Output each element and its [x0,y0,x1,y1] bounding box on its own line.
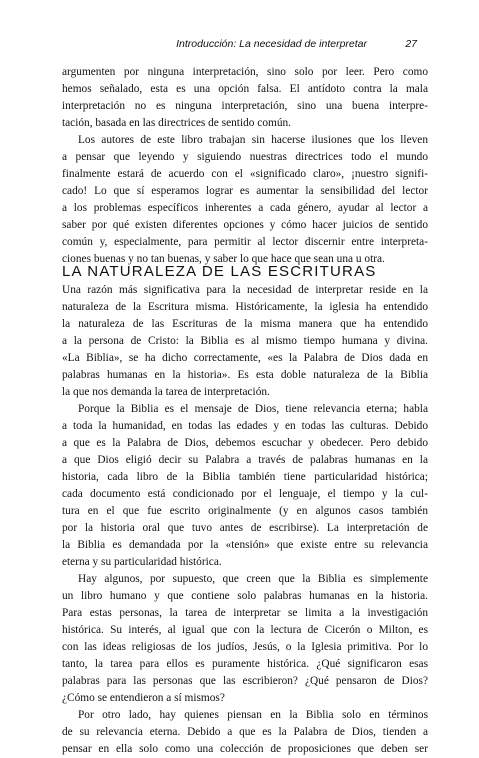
text-line: a pensar que leyendo y siguiendo nuestras directrices todo el mundo [62,151,428,163]
running-header [62,38,417,54]
text-line: eterna y su particularidad histórica. [62,556,222,568]
running-title: Introducción: La necesidad de interpretar [176,38,367,50]
text-line: Los autores de este libro trabajan sin hacerse ilusiones que los lleven [78,134,428,146]
text-line: argumenten por ninguna interpretación, sino solo por leer. Pero como [62,66,428,78]
text-line: por la historia oral que tuvo antes de escribirse). La interpretación de [62,522,428,534]
text-line: ¿Cómo se entendieron a sí mismos? [62,692,225,704]
text-line: cado! Lo que sí esperamos lograr es aumentar la sensibilidad del lector [62,185,428,197]
page-number: 27 [405,38,417,50]
paragraph-2 [62,132,428,268]
text-line: hemos señalado, esta es una opción falsa. El antídoto contra la mala [62,83,428,95]
text-line: común y, especialmente, para permitir al lector discernir entre interpreta- [62,236,428,248]
text-line: interpretación no es ninguna interpretación, sino una buena interpre- [62,100,428,112]
text-line: cada documento está condicionado por el lenguaje, el tiempo y la cul- [62,488,428,500]
text-line: Para estas personas, la tarea de interpretar se limita a la investigación [62,607,428,619]
text-line: Hay algunos, por supuesto, que creen que la Biblia es simplemente [78,573,428,585]
text-line: a toda la humanidad, en todas las edades y en todas las culturas. Debido [62,420,428,432]
text-line: a que es la Palabra de Dios, debemos escuchar y obedecer. Pero debido [62,437,428,449]
text-line: a los problemas específicos inherentes a cada género, ayudar al lector a [62,202,428,214]
text-block-bottom [62,282,428,758]
text-line: a la persona de Cristo: la Biblia es al mismo tiempo humana y divina. [62,335,428,347]
paragraph-3 [62,282,428,401]
text-line: palabras humanas en la historia». Es esta doble naturaleza de la Biblia [62,369,428,381]
text-line: historia, cada libro de la Biblia también tiene particularidad histórica; [62,471,428,483]
text-line: histórica. Su interés, al igual que con la lectura de Cicerón o Milton, es [62,624,428,636]
text-line: saber por qué existen diferentes opciones y cómo hacer juicios de sentido [62,219,428,231]
text-block-top [62,64,428,268]
text-line: finalmente estará de acuerdo con el «significado claro», ¡nuestro signifi- [62,168,428,180]
text-line: un libro humano y que contiene solo palabras humanas en la historia. [62,590,428,602]
paragraph-5 [62,571,428,707]
text-line: tanto, la tarea para ellos es puramente histórica. ¿Qué significaron esas [62,658,428,670]
text-line: ciones buenas y no tan buenas, y saber lo que hace que sean una u otra. [62,253,385,265]
text-line: pensar en ella solo como una colección de proposiciones que deben ser [62,743,428,755]
text-line: de su relevancia eterna. Debido a que es la Palabra de Dios, tienden a [62,726,428,738]
text-line: con las ideas religiosas de los judíos, Jesús, o la Iglesia primitiva. Por lo [62,641,428,653]
text-line: Una razón más significativa para la necesidad de interpretar reside en la [62,284,428,296]
text-line: naturaleza de la Escritura misma. Históricamente, la iglesia ha entendido [62,301,428,313]
text-line: palabras para las personas que las escribieron? ¿Qué pensaron de Dios? [62,675,428,687]
text-line: tación, basada en las directrices de sentido común. [62,117,291,129]
text-line: Por otro lado, hay quienes piensan en la Biblia solo en términos [78,709,428,721]
text-line: a que Dios eligió decir su Palabra a través de palabras humanas en la [62,454,428,466]
text-line: Porque la Biblia es el mensaje de Dios, tiene relevancia eterna; habla [78,403,428,415]
section-heading: LA NATURALEZA DE LAS ESCRITURAS [62,263,377,280]
paragraph-4 [62,401,428,571]
paragraph-6 [62,707,428,758]
paragraph-1 [62,64,428,132]
text-line: la naturaleza de las Escrituras de la misma manera que ha entendido [62,318,428,330]
text-line: la que nos demanda la tarea de interpretación. [62,386,270,398]
text-line: «La Biblia», se ha dicho correctamente, «es la Palabra de Dios dada en [62,352,428,364]
text-line: la Biblia es demandada por la «tensión» que existe entre su relevancia [62,539,428,551]
text-line: tura en el que fue escrito originalmente (y en algunos casos también [62,505,428,517]
